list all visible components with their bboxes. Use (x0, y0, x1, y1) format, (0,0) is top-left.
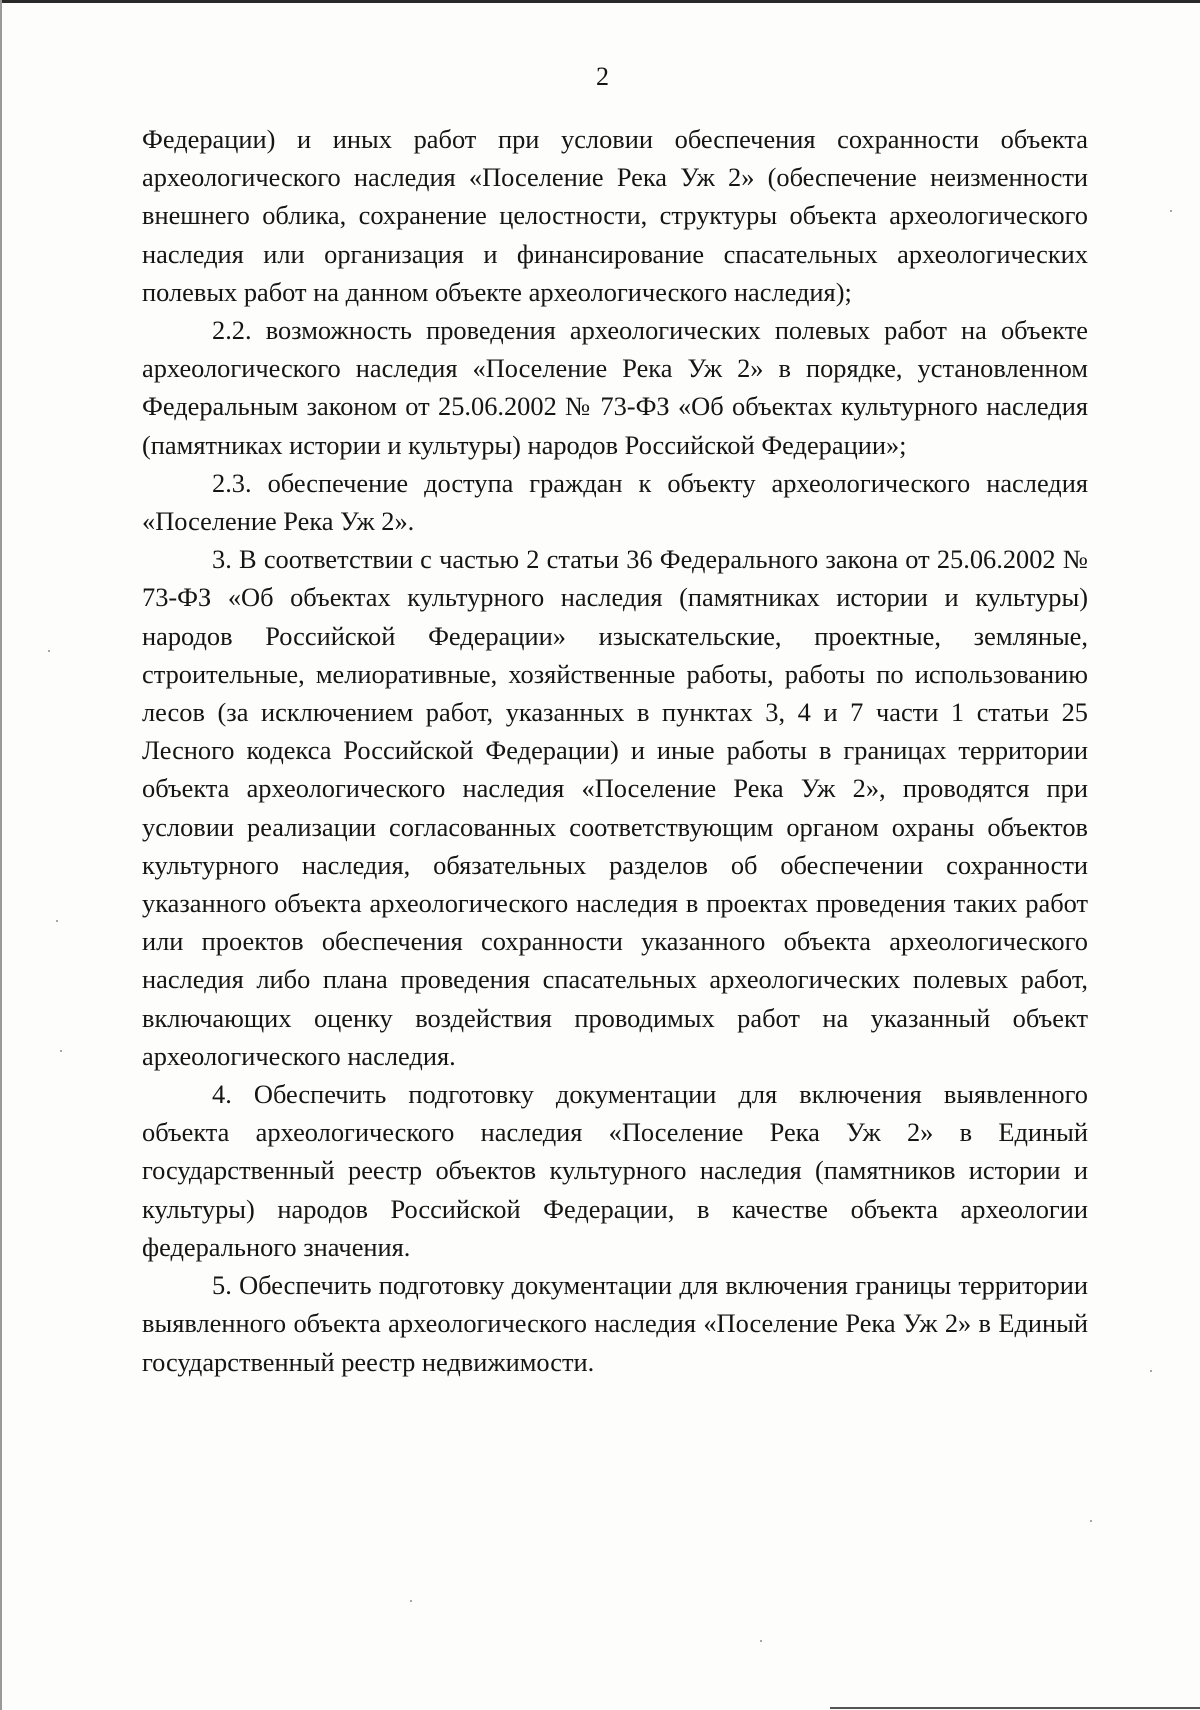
scan-speck (48, 650, 50, 652)
scan-speck (1150, 1370, 1152, 1372)
scan-speck (760, 1640, 762, 1642)
paragraph-3: 3. В соответствии с частью 2 статьи 36 Федерального закона от 25.06.2002 № 73-ФЗ «Об объектах культурного наследия (памятниках истории и культуры) народов Российской Федерации» изыскательские, проектные, земляные, строительные, мелиоративные, хозяйственные работы, работы по использованию лесов (за исключением работ, указанных в пунктах 3, 4 и 7 части 1 статьи 25 Лесного кодекса Российской Федерации) и иные работы в границах территории объекта археологического наследия «Поселение Река Уж 2», проводятся при условии реализации согласованных соответствующим органом охраны объектов культурного наследия, обязательных разделов об обеспечении сохранности указанного объекта археологического наследия в проектах проведения таких работ или проектов обеспечения сохранности указанного объекта археологического наследия либо плана проведения спасательных археологических полевых работ, включающих оценку воздействия проводимых работ на указанный объект археологического наследия. (142, 544, 1088, 1071)
paragraph-5: 5. Обеспечить подготовку документации для включения границы территории выявленного объекта археологического наследия «Поселение Река Уж 2» в Единый государственный реестр недвижимости. (142, 1270, 1088, 1377)
paragraph-4: 4. Обеспечить подготовку документации для включения выявленного объекта археологического наследия «Поселение Река Уж 2» в Единый государственный реестр объектов культурного наследия (памятников истории и культуры) народов Российской Федерации, в качестве объекта археологии федерального значения. (142, 1079, 1088, 1262)
top-scan-border (0, 0, 1200, 3)
scan-speck (1170, 210, 1172, 212)
scan-speck (56, 920, 58, 922)
scan-speck (410, 1600, 412, 1602)
scan-speck (60, 1050, 62, 1052)
document-body (142, 120, 1088, 1381)
page-number: 2 (596, 62, 609, 91)
bottom-scan-rule (830, 1707, 1200, 1709)
scan-speck (1090, 1520, 1092, 1522)
paragraph-2-2: 2.2. возможность проведения археологических полевых работ на объекте археологического наследия «Поселение Река Уж 2» в порядке, установленном Федеральным законом от 25.06.2002 № 73-ФЗ «Об объектах культурного наследия (памятниках истории и культуры) народов Российской Федерации»; (142, 315, 1088, 460)
paragraph-2-3: 2.3. обеспечение доступа граждан к объекту археологического наследия «Поселение Река Уж 2». (142, 467, 1088, 537)
paragraph-continuation: Федерации) и иных работ при условии обеспечения сохранности объекта археологического наследия «Поселение Река Уж 2» (обеспечение неизменности внешнего облика, сохранение целостности, структуры объекта археологического наследия или организация и финансирование спасательных археологических полевых работ на данном объекте археологического наследия); (142, 124, 1088, 307)
left-scan-edge (0, 0, 2, 1710)
